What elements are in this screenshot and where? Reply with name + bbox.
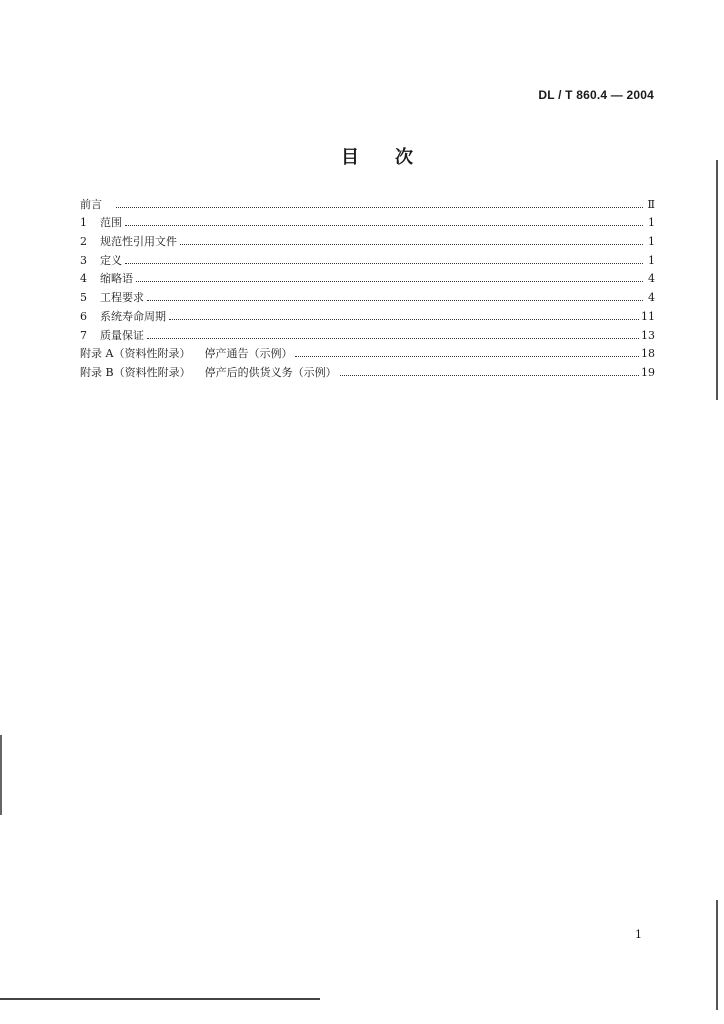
toc-label: 质量保证	[100, 328, 144, 342]
toc-page: 4	[648, 272, 655, 286]
toc-leader	[136, 281, 643, 282]
toc-row-3[interactable]	[80, 248, 655, 267]
scan-bottom-rule	[0, 998, 320, 1000]
toc-label: 定义	[100, 253, 122, 267]
toc-label: 缩略语	[100, 272, 133, 286]
toc-number: 3	[80, 253, 87, 267]
toc-heading-char-1: 目	[341, 147, 359, 168]
annex-label: 附录 B（资料性附录）	[80, 365, 191, 379]
toc-page: 13	[641, 328, 655, 342]
toc-page: 19	[641, 365, 655, 379]
toc-number: 1	[80, 216, 87, 230]
annex-title: 停产后的供货义务（示例）	[204, 365, 337, 379]
toc-leader	[147, 338, 639, 339]
toc-label: 工程要求	[100, 291, 144, 305]
toc-row-5[interactable]	[80, 285, 655, 304]
toc-heading	[0, 143, 724, 169]
toc-number: 4	[80, 272, 87, 286]
toc-number: 5	[80, 291, 87, 305]
toc-label	[80, 347, 295, 360]
toc-number: 2	[80, 235, 87, 249]
toc-leader	[116, 207, 643, 208]
toc-leader	[125, 263, 643, 264]
scan-edge-right	[716, 160, 718, 400]
toc-page: Ⅱ	[647, 197, 655, 211]
toc-number: 6	[80, 309, 87, 323]
annex-label: 附录 A（资料性附录）	[80, 347, 191, 361]
toc-heading-char-2: 次	[395, 147, 413, 168]
toc-page: 4	[648, 291, 655, 305]
scan-edge-left	[0, 735, 2, 815]
toc-number: 7	[80, 328, 87, 342]
toc-row-foreword[interactable]	[80, 192, 655, 211]
toc-row-4[interactable]	[80, 267, 655, 286]
standard-code: DL / T 860.4 — 2004	[538, 88, 654, 102]
toc-leader	[295, 356, 639, 357]
toc-leader	[340, 375, 639, 376]
toc-row-annex-a[interactable]	[80, 342, 655, 361]
toc-leader	[169, 319, 639, 320]
toc-row-annex-b[interactable]	[80, 360, 655, 379]
toc-leader	[125, 225, 643, 226]
toc-row-2[interactable]	[80, 229, 655, 248]
toc-row-1[interactable]	[80, 211, 655, 230]
toc-label: 系统寿命周期	[100, 309, 166, 323]
scan-edge-right	[716, 900, 718, 1010]
toc-leader	[147, 300, 643, 301]
toc-label: 前言	[80, 197, 102, 211]
toc-label: 规范性引用文件	[100, 235, 177, 249]
toc-page: 18	[641, 347, 655, 361]
toc-row-6[interactable]	[80, 304, 655, 323]
page-number: 1	[635, 928, 642, 941]
annex-title: 停产通告（示例）	[204, 347, 293, 361]
toc-leader	[180, 244, 643, 245]
toc-label	[80, 366, 340, 379]
toc-page: 1	[648, 253, 655, 267]
toc-page: 1	[648, 216, 655, 230]
toc-page: 11	[641, 309, 655, 323]
toc-page: 1	[648, 235, 655, 249]
toc-row-7[interactable]	[80, 323, 655, 342]
table-of-contents	[80, 192, 655, 379]
toc-label: 范围	[100, 216, 122, 230]
